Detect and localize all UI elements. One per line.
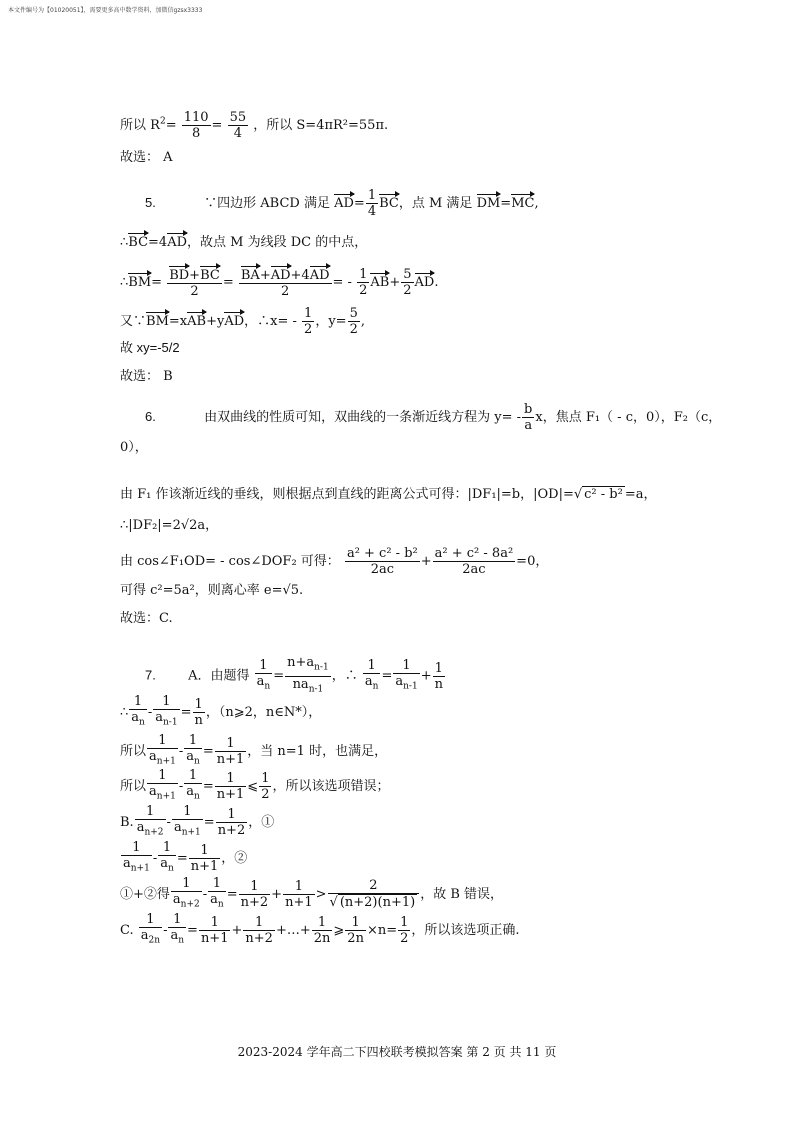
q4-line-1: 所以 $R^2=$ $\frac{110}{8}$ = $\frac{55}{4}$ ，所以 S=4πR²=55π. [120, 110, 389, 141]
q7-line-8: C. $\frac{1}{a_{2n}}$ - $\frac{1}{a_n}$ = $\frac{1}{n+1}$ + $\frac{1}{n+2}$ +…+ $\frac{1}{2n}$ ⩾ $\frac{1}{2n}$ ×n= $\frac{1}{2}$ ，所以该选项正确. [120, 912, 520, 946]
fraction: $\frac{55}{4}$ [229, 110, 247, 141]
page-footer: 2023-2024 学年高二下四校联考模拟答案 第 2 页 共 11 页 [237, 1045, 557, 1059]
q7-line-6: $\frac{1}{a_{n+1}}$ - $\frac{1}{a_n}$ = $\frac{1}{n+1}$ ，② [123, 840, 248, 874]
q7-line-5: B. $\frac{1}{a_{n+2}}$ - $\frac{1}{a_{n+1}}$ = $\frac{1}{n+2}$ ，① [120, 804, 275, 838]
text: R [150, 118, 160, 133]
q5-line-1: 5. ∵四边形 ABCD 满足 AD= $\frac{1}{4}$ BC，点 M 满足 DM=MC, [145, 188, 539, 219]
text: 所以 [120, 118, 147, 133]
q7-line-1: 7. A．由题得 $\frac{1}{a_n}$ = $\frac{n+a_{n-1}}{na_{n-1}}$ ，∴ $\frac{1}{a_n}$ = $\frac{1}{a_{n-1}}$ + $\frac{1}{n}$ [145, 655, 443, 695]
q6-line-6: 可得 c²=5a²，则离心率 e=√5. [120, 583, 304, 598]
text: ，所以 S=4πR²=55π. [253, 118, 389, 133]
watermark-text: 本文件编号为【01020051】，需要更多高中数学资料，加微信gzsx3333 [8, 7, 203, 14]
q5-answer: 故选： B [120, 369, 173, 384]
q4-answer: 故选： A [120, 150, 173, 165]
q5-line-4: 又∵BM=xAB+yAD，∴x= - $\frac{1}{2}$ ，y= $\frac{5}{2}$ , [120, 306, 365, 337]
q5-line-5: 故 xy=-5/2 [120, 340, 180, 355]
q7-line-7: ①+②得 $\frac{1}{a_{n+2}}$ - $\frac{1}{a_n}$ = $\frac{1}{n+2}$ + $\frac{1}{n+1}$ > $\frac{2}{√ (n+2)(n+1)}$ ，故 B 错误， [120, 876, 504, 911]
fraction: $\frac{110}{8}$ [183, 110, 209, 141]
q6-line-5: 由 cos∠F₁OD= - cos∠DOF₂ 可得： $\frac{\text{a² + c² - b²}}{2ac}$ + $\frac{\text{a² + c² - 8a²}}{2ac}$ =0， [120, 546, 549, 577]
q7-line-4: 所以 $\frac{1}{a_{n+1}}$ - $\frac{1}{a_n}$ = $\frac{1}{n+1}$ ⩽ $\frac{1}{2}$ ，所以该选项错误； [120, 768, 390, 802]
q5-line-2: ∴BC=4AD，故点 M 为线段 DC 的中点， [120, 235, 368, 250]
q7-line-3: 所以 $\frac{1}{a_{n+1}}$ - $\frac{1}{a_n}$ = $\frac{1}{n+1}$ ，当 n=1 时，也满足， [120, 733, 388, 767]
q6-line-4: ∴|DF₂|=2√2a， [120, 518, 219, 533]
q6-line-1: 6. 由双曲线的性质可知，双曲线的一条渐近线方程为 y= - $\frac{b}{a}$ x，焦点 F₁（ - c，0），F₂（c， [145, 402, 722, 433]
q6-answer: 故选：C. [120, 611, 173, 626]
q6-line-3: 由 F₁ 作该渐近线的垂线，则根据点到直线的距离公式可得：|DF₁|=b，|OD|=√ c² - b² =a， [120, 487, 657, 502]
q6-line-2: 0）， [120, 440, 148, 455]
q5-line-3: ∴BM= $\frac{BD+BC}{2}$ = $\frac{BA+AD+4AD}{2}$ = - $\frac{1}{2}$ AB+ $\frac{5}{2}$ AD. [120, 267, 439, 299]
q7-line-2: ∴ $\frac{1}{a_n}$ - $\frac{1}{a_{n-1}}$ = $\frac{1}{n}$ ，（n⩾2，n∈N*）， [120, 694, 322, 728]
